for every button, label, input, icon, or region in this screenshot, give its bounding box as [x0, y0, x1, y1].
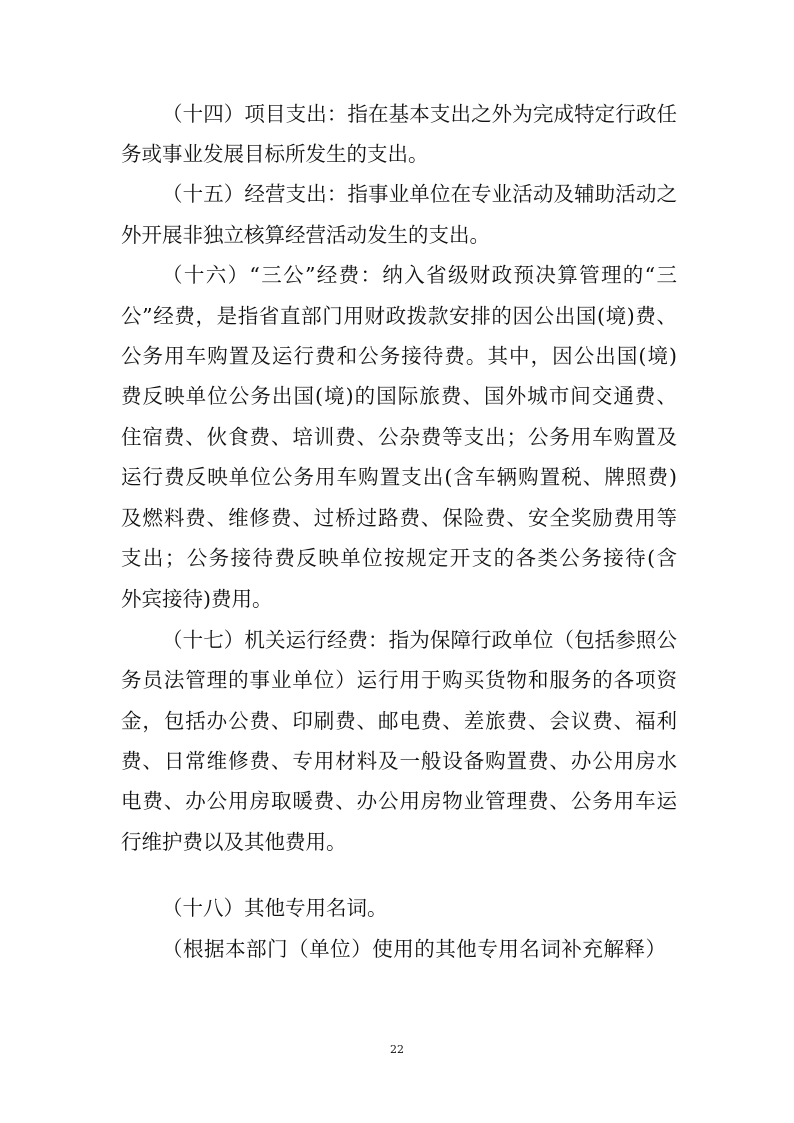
text-line: 电费、办公用房取暖费、办公用房物业管理费、公务用车运	[121, 789, 677, 813]
text-line: （十六）“三公”经费：纳入省级财政预决算管理的“三	[162, 263, 677, 287]
text-line: 公务用车购置及运行费和公务接待费。其中，因公出国(境)	[121, 344, 677, 368]
text-line: 行维护费以及其他费用。	[121, 830, 347, 854]
text-line: （十五）经营支出：指事业单位在专业活动及辅助活动之	[162, 182, 677, 206]
text-line: （十四）项目支出：指在基本支出之外为完成特定行政任	[162, 102, 677, 126]
text-line: （根据本部门（单位）使用的其他专用名词补充解释）	[162, 937, 666, 961]
text-line: 务员法管理的事业单位）运行用于购买货物和服务的各项资	[121, 668, 677, 692]
text-line: 公”经费，是指省直部门用财政拨款安排的因公出国(境)费、	[121, 304, 677, 328]
text-line: 务或事业发展目标所发生的支出。	[121, 142, 429, 166]
text-line: 费反映单位公务出国(境)的国际旅费、国外城市间交通费、	[121, 384, 677, 408]
text-line: 费、日常维修费、专用材料及一般设备购置费、办公用房水	[121, 749, 677, 773]
text-line: 运行费反映单位公务用车购置支出(含车辆购置税、牌照费)	[121, 465, 677, 489]
text-line: 及燃料费、维修费、过桥过路费、保险费、安全奖励费用等	[121, 506, 677, 530]
text-line: 外宾接待)费用。	[121, 587, 273, 611]
page-number: 22	[390, 1043, 404, 1056]
text-line: 金，包括办公费、印刷费、邮电费、差旅费、会议费、福利	[121, 709, 677, 733]
text-line: （十八）其他专用名词。	[162, 896, 388, 920]
text-line: 支出；公务接待费反映单位按规定开支的各类公务接待(含	[121, 546, 677, 570]
text-line: 外开展非独立核算经营活动发生的支出。	[121, 223, 490, 247]
text-line: （十七）机关运行经费：指为保障行政单位（包括参照公	[162, 628, 677, 652]
text-line: 住宿费、伙食费、培训费、公杂费等支出；公务用车购置及	[121, 425, 677, 449]
